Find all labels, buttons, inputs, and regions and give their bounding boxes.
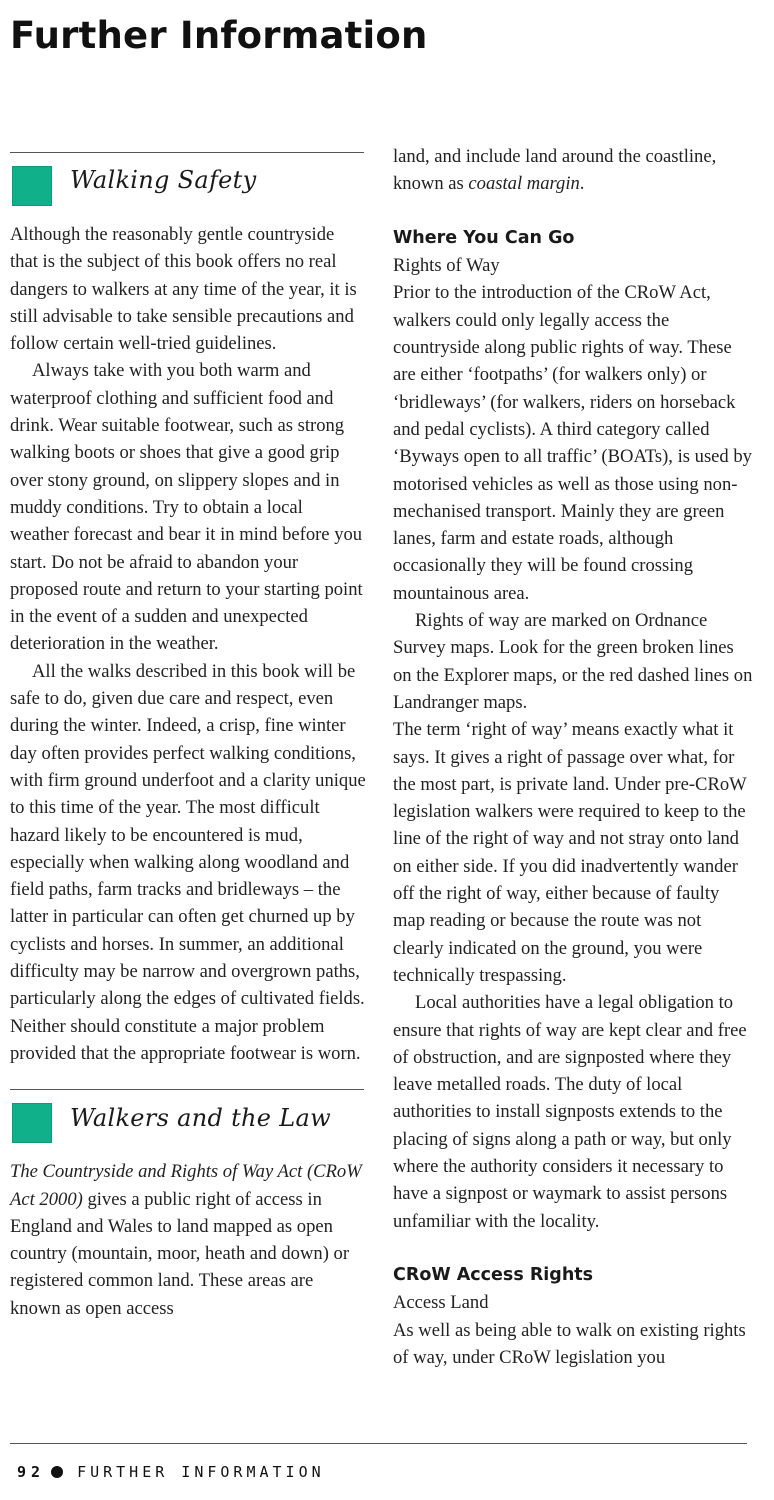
paragraph: Local authorities have a legal obligation to ensure that rights of way are kept clear and free of obstruction, and are signposted where they leave metalled roads. The duty of local authorities to install signposts extends to the placing of signs along a path or way, but only where the authority considers it necessary to have a signpost or waymark to assist persons unfamiliar with the locality.: [393, 992, 747, 1232]
bullet-icon: [51, 1466, 63, 1478]
footer-section-label: FURTHER INFORMATION: [77, 1463, 325, 1481]
paragraph: Although the reasonably gentle countryside that is the subject of this book offers no real dangers to walkers at any time of the year, it is still advisable to take sensible precautions and follow certain well-tried guidelines.: [10, 224, 357, 355]
section-header-walkers-and-law: [10, 1090, 366, 1150]
subsection-subheading: Rights of Way: [393, 255, 500, 277]
paragraph: Rights of way are marked on Ordnance Survey maps. Look for the green broken lines on the Explorer maps, or the red dashed lines on Landranger maps.: [393, 610, 753, 713]
subsection-subheading: Access Land: [393, 1292, 489, 1314]
paragraph: [10, 1158, 366, 1322]
paragraph-text: land, and include land around the coastline, known as: [393, 146, 717, 195]
paragraph: Always take with you both warm and waterproof clothing and sufficient food and drink. Wear suitable footwear, such as strong walking boots or shoes that give a good grip over stony ground, on slippery slopes and in muddy conditions. Try to obtain a local weather forecast and bear it in mind before you start. Do not be afraid to abandon your proposed route and return to your starting point in the event of a sudden and unexpected deterioration in the weather.: [10, 360, 363, 655]
paragraph: All the walks described in this book will be safe to do, given due care and respect, even during the winter. Indeed, a crisp, fine winter day often provides perfect walking conditions, with firm ground underfoot and a clarity unique to this time of the year. The most difficult hazard likely to be encountered is mud, especially when walking along woodland and field paths, farm tracks and bridleways – the latter in particular can often get churned up by cyclists and horses. In summer, an additional difficulty may be narrow and overgrown paths, particularly along the edges of cultivated fields. Neither should constitute a major problem provided that the appropriate footwear is worn.: [10, 660, 366, 1064]
paragraph: [393, 143, 753, 198]
page-number: 92: [17, 1463, 46, 1481]
right-column: [393, 143, 753, 1371]
left-column: [10, 152, 366, 1322]
paragraph: The term ‘right of way’ means exactly what it says. It gives a right of passage over what, for the most part, is private land. Under pre-CRoW legislation walkers were required to keep to the line of the right of way and not stray onto land on either side. If you did inadvertently wander off the right of way, either because of faulty map reading or because the route was not clearly indicated on the ground, you were technically trespassing.: [393, 719, 747, 986]
paragraph: Prior to the introduction of the CRoW Act, walkers could only legally access the countryside along public rights of way. These are either ‘footpaths’ (for walkers only) or ‘bridleways’ (for walkers, riders on horseback and pedal cyclists). A third category called ‘Byways open to all traffic’ (BOATs), is used by motorised vehicles as well as those using non-mechanised transport. Mainly they are green lanes, farm and estate roads, although occasionally they will be found crossing mountainous area.: [393, 282, 752, 604]
green-square-icon: [12, 1103, 52, 1143]
page-footer: [17, 1463, 325, 1481]
act-name: The Countryside and Rights of Way Act (CRoW Act 2000): [10, 1161, 362, 1210]
page-title: Further Information: [10, 14, 428, 57]
section-title: Walkers and the Law: [70, 1103, 331, 1132]
paragraph-text: gives a public right of access in England and Wales to land mapped as open country (mountain, moor, heath and down) or registered common land. These areas are known as open access: [10, 1188, 350, 1319]
paragraph: As well as being able to walk on existing rights of way, under CRoW legislation you: [393, 1319, 746, 1369]
green-square-icon: [12, 166, 52, 206]
italic-term: coastal margin: [468, 173, 580, 195]
section-title: Walking Safety: [70, 166, 257, 195]
subsection-heading: Where You Can Go: [393, 227, 575, 248]
paragraph-text: .: [579, 173, 585, 195]
footer-divider: [10, 1443, 747, 1444]
subsection-heading: CRoW Access Rights: [393, 1265, 594, 1286]
section-header-walking-safety: [10, 153, 366, 213]
